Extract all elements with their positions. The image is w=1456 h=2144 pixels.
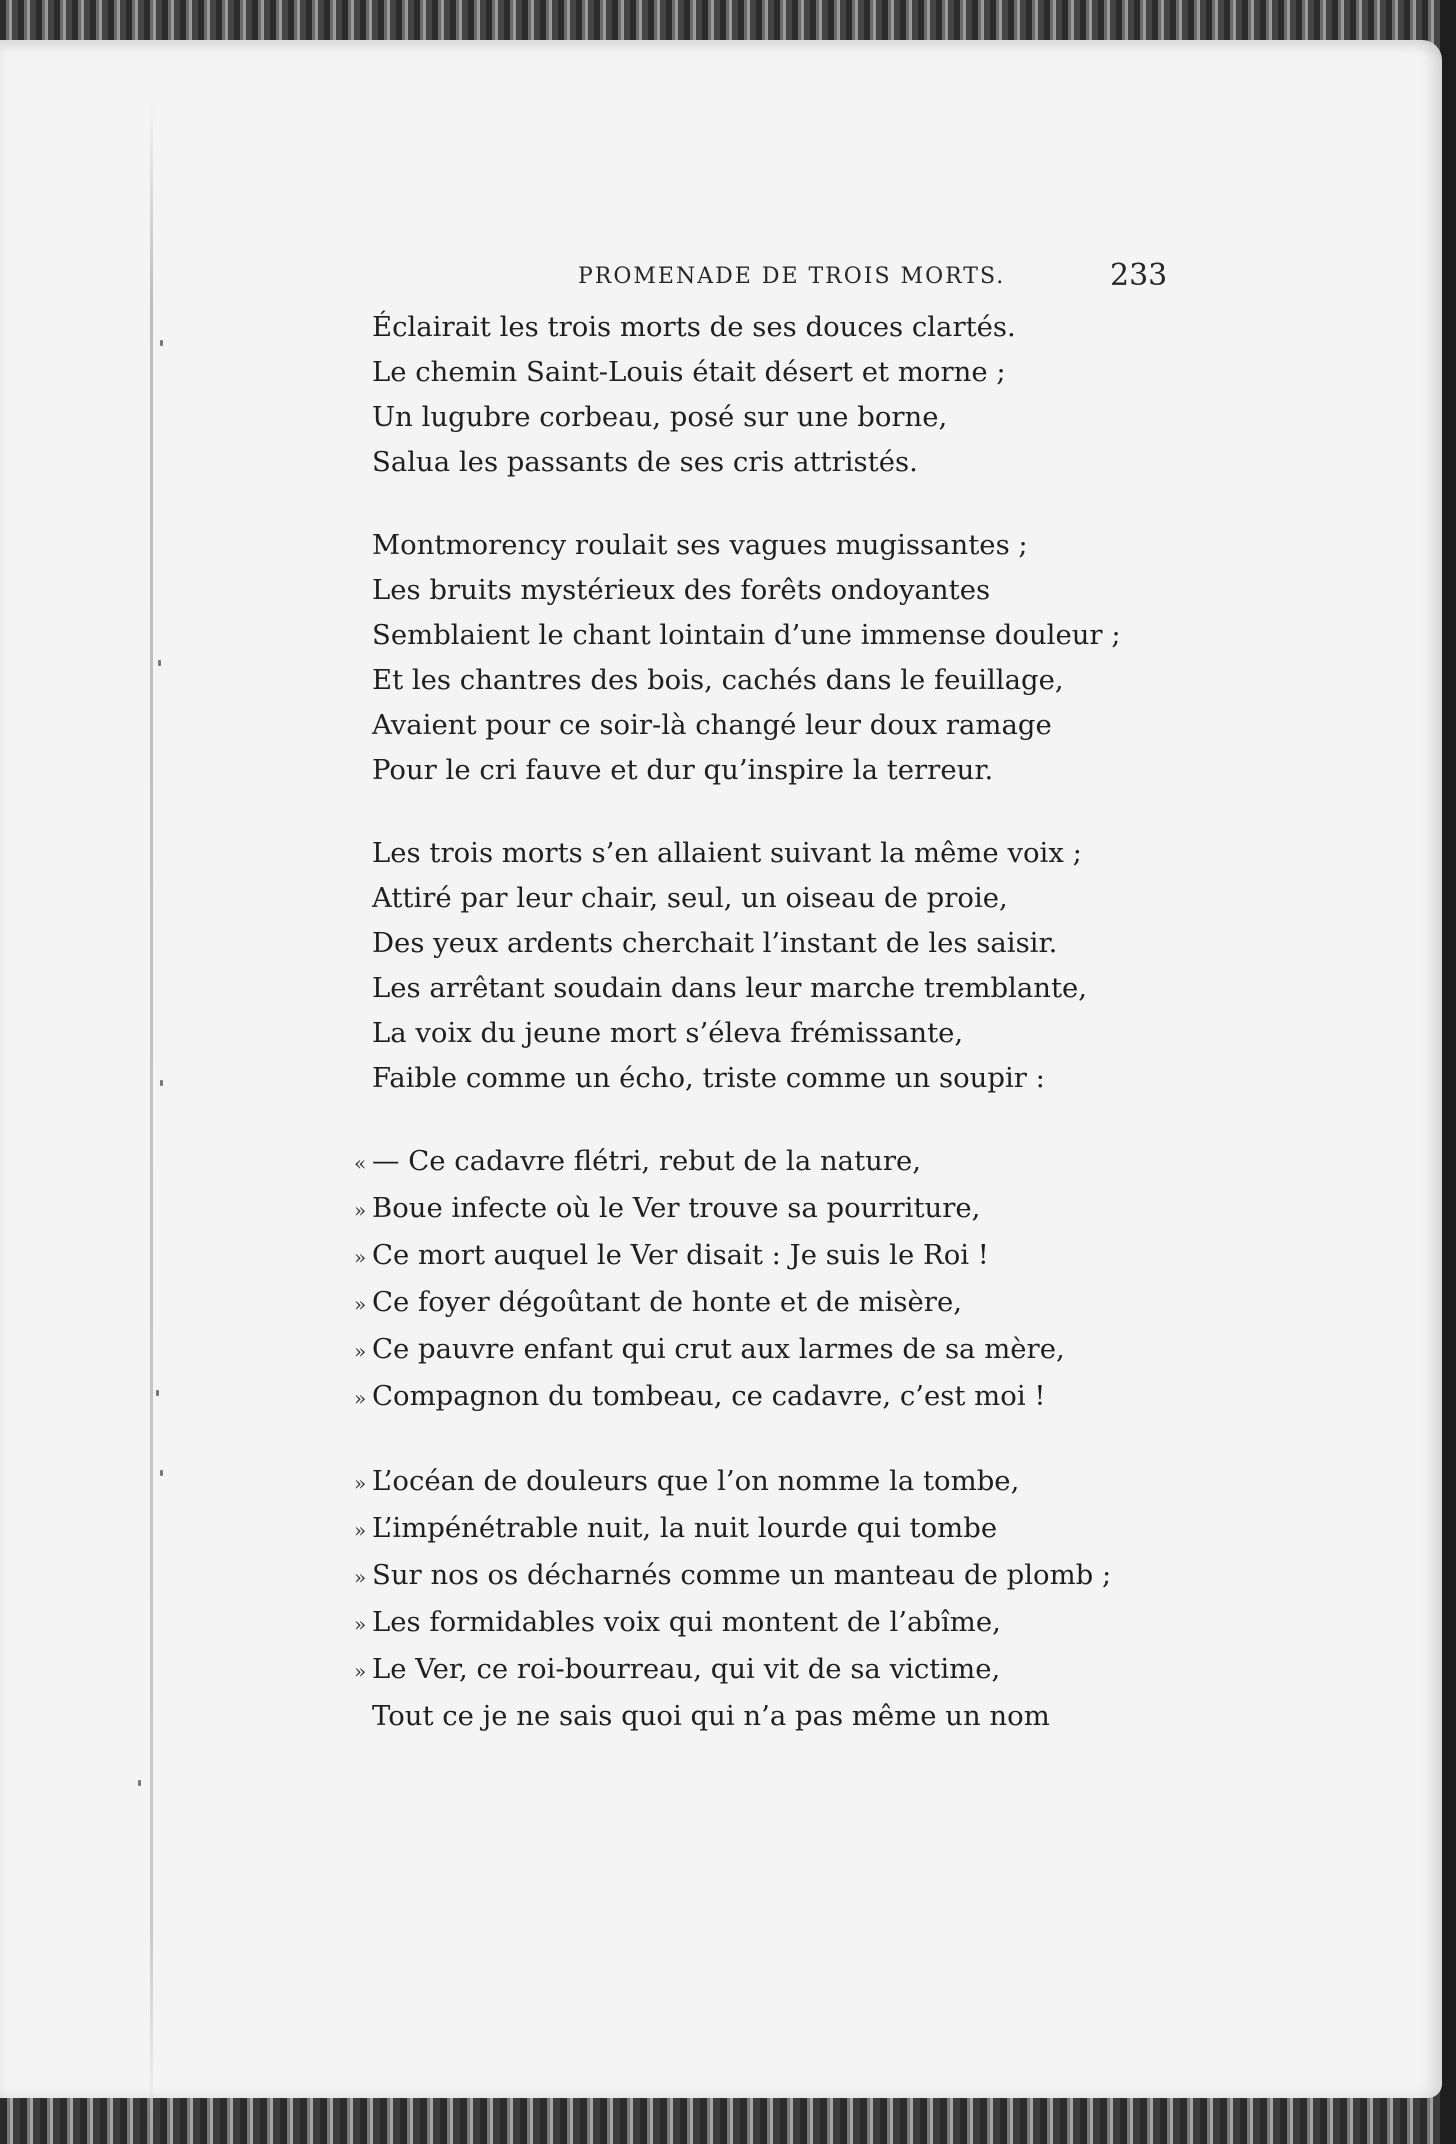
page-speck — [156, 1390, 159, 1396]
verse-line: Les arrêtant soudain dans leur marche tremblante, — [372, 972, 1088, 1004]
verse-line: Les bruits mystérieux des forêts ondoyantes — [372, 574, 991, 606]
verse-line — [354, 1233, 1372, 1280]
verse-text: L’impénétrable nuit, la nuit lourde qui tombe — [372, 1512, 998, 1544]
stanza — [372, 831, 1372, 1101]
page-speck — [158, 660, 161, 666]
quotation-mark: » — [354, 1518, 367, 1542]
verse-text: Boue infecte où le Ver trouve sa pourriture, — [372, 1192, 981, 1224]
verse-line — [354, 1186, 1372, 1233]
background-edge-right — [1440, 0, 1456, 2144]
quotation-mark: » — [354, 1471, 367, 1495]
quotation-mark: » — [354, 1292, 367, 1316]
verse-line — [354, 1553, 1372, 1600]
verse-text: L’océan de douleurs que l’on nomme la tombe, — [372, 1465, 1020, 1497]
verse-text: Sur nos os décharnés comme un manteau de plomb ; — [372, 1559, 1112, 1591]
verse-line: Pour le cri fauve et dur qu’inspire la terreur. — [372, 754, 994, 786]
verse-line: Éclairait les trois morts de ses douces clartés. — [372, 311, 1016, 343]
stanza — [372, 523, 1372, 793]
verse-line: Les trois morts s’en allaient suivant la même voix ; — [372, 837, 1082, 869]
quotation-mark: » — [354, 1198, 367, 1222]
verse-line: La voix du jeune mort s’éleva frémissante, — [372, 1017, 964, 1049]
page-speck — [160, 1080, 163, 1086]
quotation-mark: » — [354, 1612, 367, 1636]
quotation-mark: « — [354, 1151, 367, 1175]
stanza — [354, 1139, 1372, 1421]
verse-line: Montmorency roulait ses vagues mugissantes ; — [372, 529, 1028, 561]
verse-text: Les formidables voix qui montent de l’abîme, — [372, 1606, 1001, 1638]
page-speck — [160, 340, 163, 346]
quotation-mark: » — [354, 1565, 367, 1589]
verse-line — [354, 1459, 1372, 1506]
running-head — [0, 258, 1442, 298]
verse-line — [354, 1327, 1372, 1374]
verse-line — [354, 1139, 1372, 1186]
stanza — [372, 305, 1372, 485]
verse-line — [354, 1694, 1372, 1739]
verse-text: Ce foyer dégoûtant de honte et de misère, — [372, 1286, 962, 1318]
page-speck — [160, 1470, 163, 1476]
page-speck — [138, 1780, 141, 1786]
verse-line: Un lugubre corbeau, posé sur une borne, — [372, 401, 948, 433]
verse-text: — Ce cadavre flétri, rebut de la nature, — [372, 1145, 921, 1177]
verse-line — [354, 1280, 1372, 1327]
verse-line — [354, 1506, 1372, 1553]
quotation-mark: » — [354, 1659, 367, 1683]
page-gutter-line — [150, 100, 153, 2130]
verse-text: Ce pauvre enfant qui crut aux larmes de sa mère, — [372, 1333, 1065, 1365]
quotation-mark: » — [354, 1386, 367, 1410]
verse-line — [354, 1647, 1372, 1694]
stanza — [354, 1459, 1372, 1739]
verse-line: Le chemin Saint-Louis était désert et morne ; — [372, 356, 1006, 388]
poem-text — [354, 305, 1372, 1777]
running-title: PROMENADE DE TROIS MORTS. — [578, 264, 1006, 289]
verse-text: Tout ce je ne sais quoi qui n’a pas même un nom — [372, 1700, 1050, 1732]
verse-line: Avaient pour ce soir-là changé leur doux ramage — [372, 709, 1052, 741]
verse-line — [354, 1374, 1372, 1421]
verse-line: Attiré par leur chair, seul, un oiseau de proie, — [372, 882, 1008, 914]
verse-line: Faible comme un écho, triste comme un soupir : — [372, 1062, 1045, 1094]
verse-line: Salua les passants de ses cris attristés. — [372, 446, 918, 478]
quotation-mark: » — [354, 1245, 367, 1269]
verse-line: Des yeux ardents cherchait l’instant de les saisir. — [372, 927, 1058, 959]
verse-text: Le Ver, ce roi-bourreau, qui vit de sa victime, — [372, 1653, 1001, 1685]
verse-line: Semblaient le chant lointain d’une immense douleur ; — [372, 619, 1121, 651]
quotation-mark: » — [354, 1339, 367, 1363]
verse-line: Et les chantres des bois, cachés dans le feuillage, — [372, 664, 1064, 696]
page-number: 233 — [1110, 258, 1168, 293]
verse-text: Compagnon du tombeau, ce cadavre, c’est moi ! — [372, 1380, 1046, 1412]
verse-text: Ce mort auquel le Ver disait : Je suis le Roi ! — [372, 1239, 989, 1271]
verse-line — [354, 1600, 1372, 1647]
